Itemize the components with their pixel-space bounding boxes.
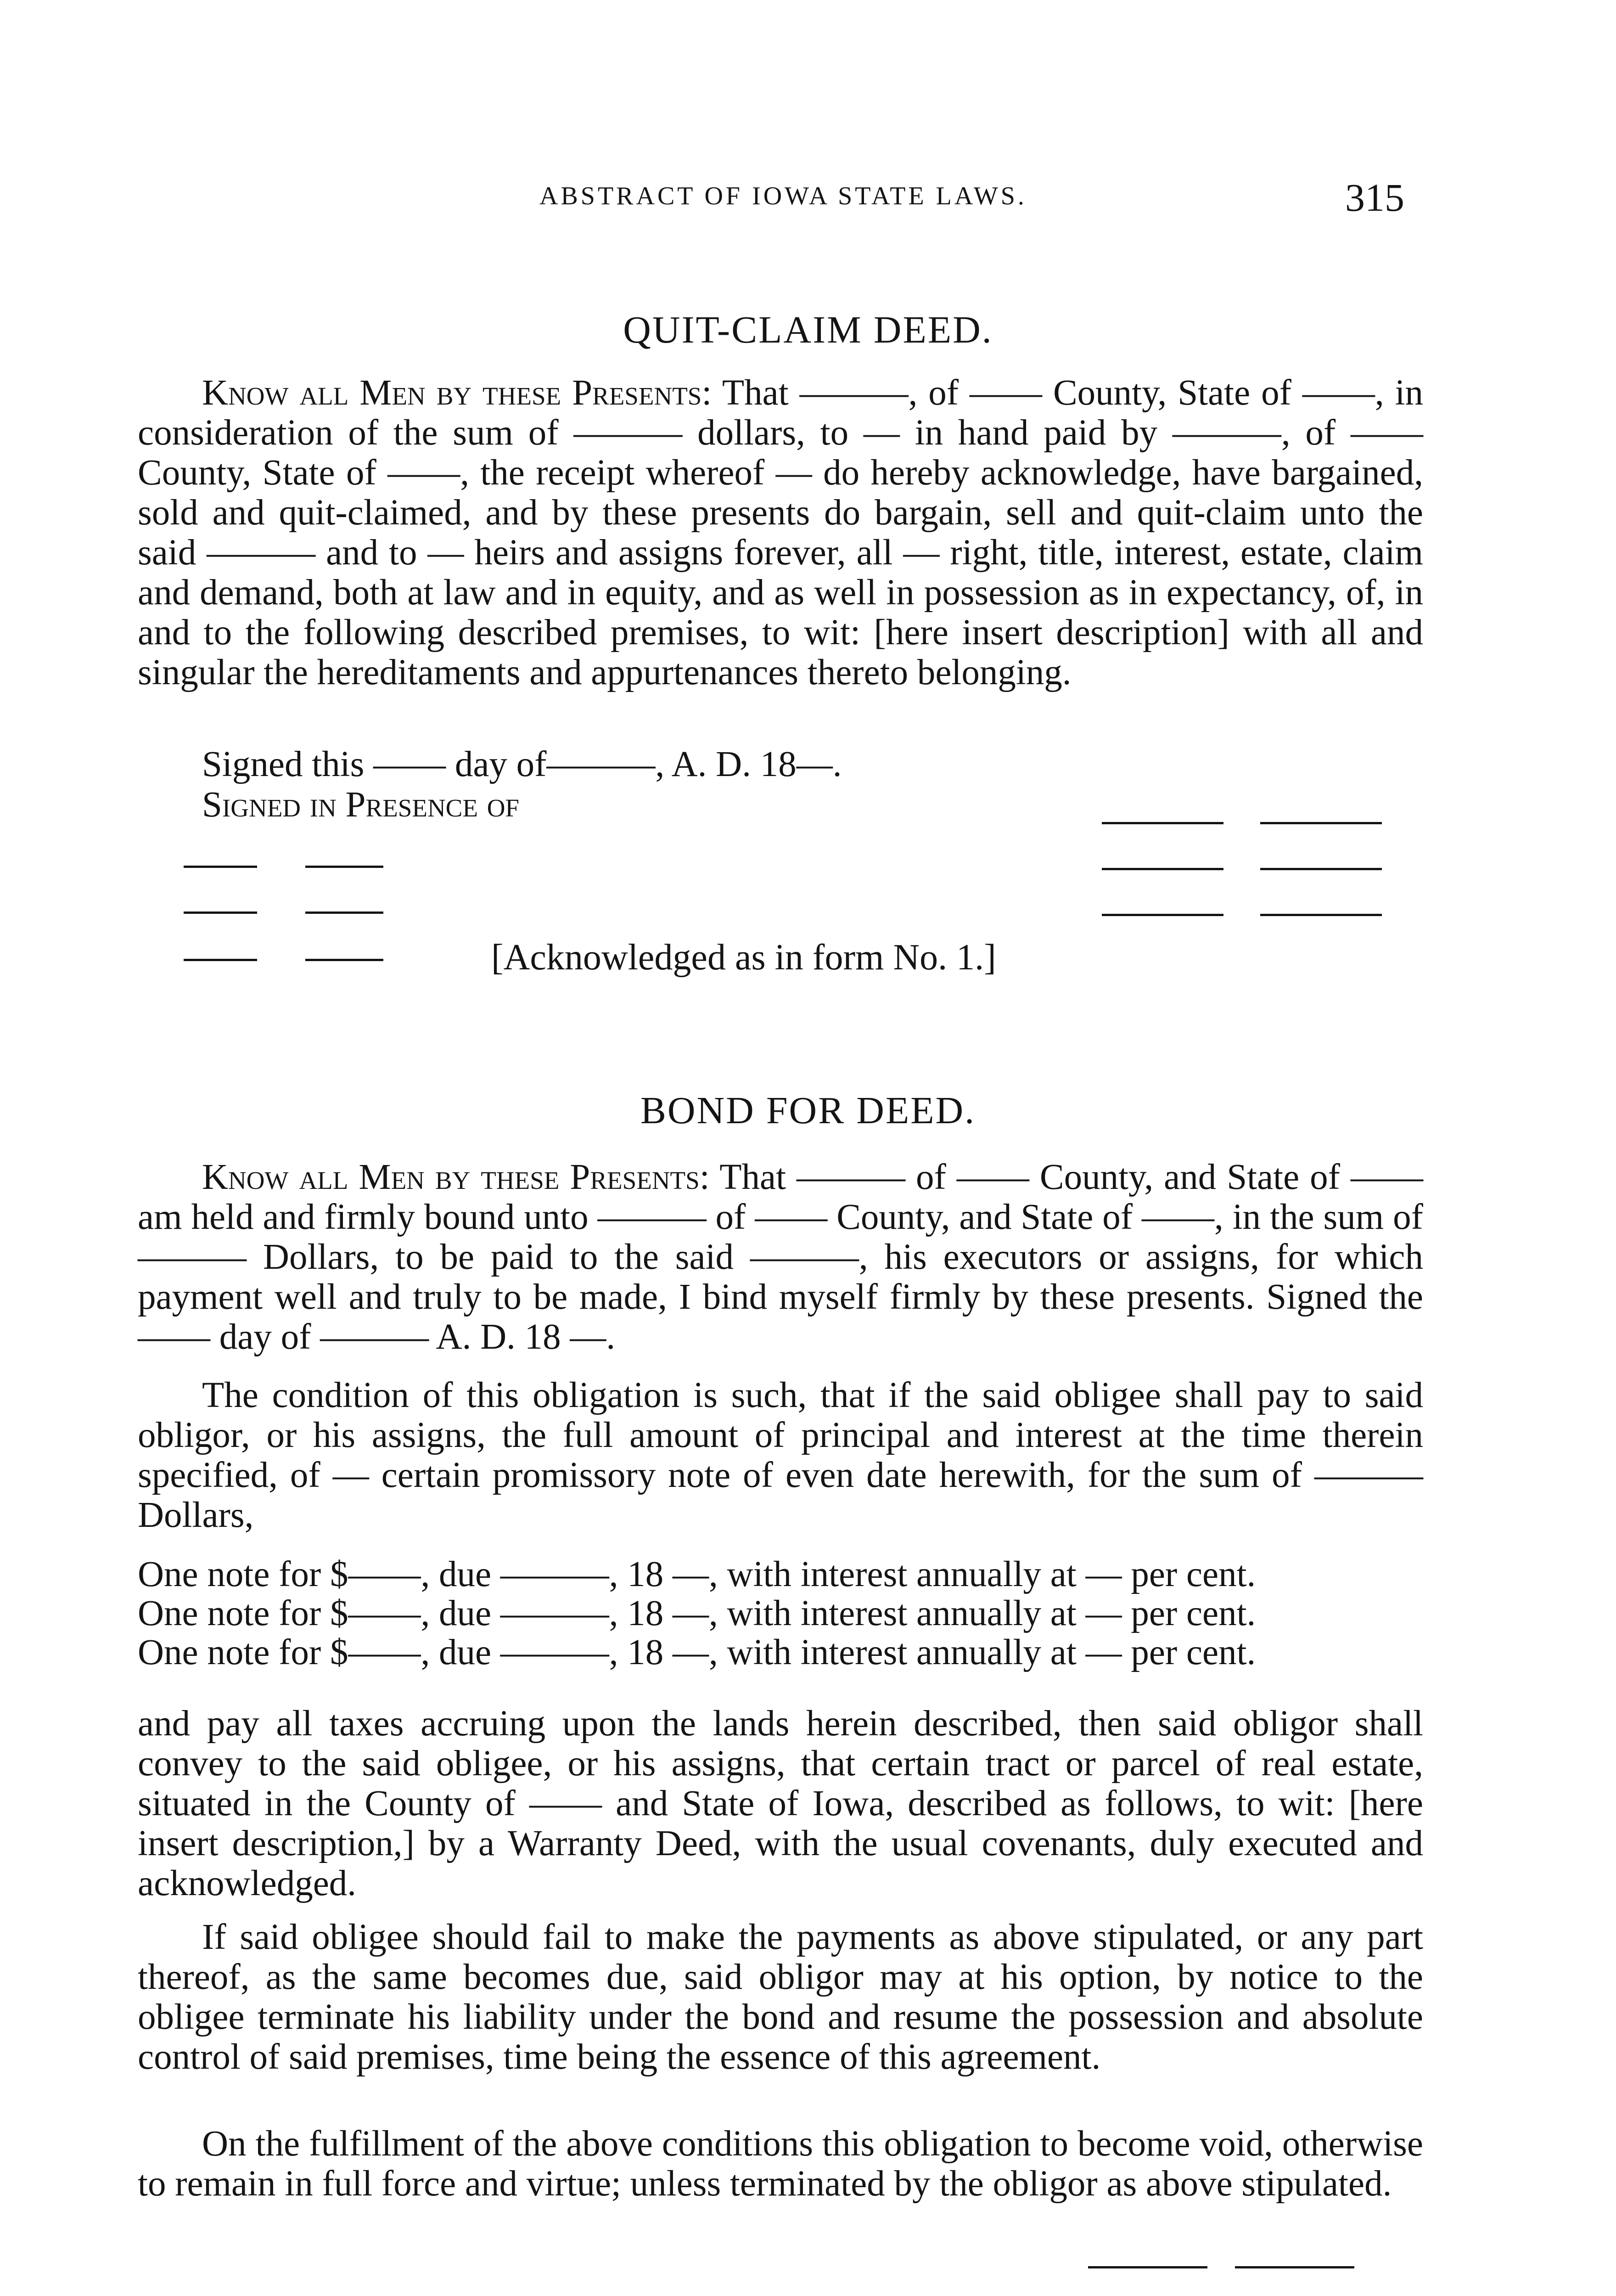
bond-lead: Know all Men by these Presents: [202, 1157, 710, 1197]
note-row: One note for $——, due ———, 18 —, with interest annually at — per cent. [138, 1554, 1256, 1594]
bond-fail: If said obligee should fail to make the payments as above stipulated, or any part thereof, as the same becomes due, said obligor may at his option, by notice to the obligee terminate his liability under the bond and resume the possession and absolute control of said premises, time being the essence of this agreement. [138, 1917, 1423, 2077]
witness-line [305, 866, 383, 868]
witness-line [184, 912, 257, 914]
witness-line [184, 959, 257, 961]
bond-fulfillment: On the fulfillment of the above conditions this obligation to become void, otherwise to remain in full force and virtue; unless terminated by the obligor as above stipulated. [138, 2124, 1423, 2204]
quit-claim-text: That ———, of —— County, State of ——, in consideration of the sum of ——— dollars, to — in hand paid by ———, of —— County, State of ——, the receipt whereof — do hereby acknowledge, have bargained, sold and quit-claimed, and by these presents do bargain, sell and quit-claim unto the said ——— and to — heirs and assigns forever, all — right, title, interest, estate, claim and demand, both at law and in equity, and as well in possession as in expectancy, of, in and to the following described premises, to wit: [here insert description] with all and singular the hereditaments and appurtenances thereto belonging. [138, 373, 1423, 692]
signed-in-presence: Signed in Presence of [202, 785, 519, 825]
bond-taxes: and pay all taxes accruing upon the lands herein described, then said obligor shall convey to the said obligee, or his assigns, that certain tract or parcel of real estate, situated in the County of —— and State of Iowa, described as follows, to wit: [here insert description,] by a Warranty Deed, with the usual covenants, duly executed and acknowledged. [138, 1704, 1423, 1903]
quit-claim-acknowledged: [Acknowledged as in form No. 1.] [491, 937, 996, 978]
note-row: One note for $——, due ———, 18 —, with interest annually at — per cent. [138, 1593, 1256, 1633]
witness-line [305, 959, 383, 961]
quit-claim-body [138, 373, 1423, 692]
signature-line [1260, 868, 1382, 870]
bond-title: BOND FOR DEED. [640, 1089, 976, 1132]
signature-line [1102, 868, 1223, 870]
bond-text: That ——— of —— County, and State of —— am held and firmly bound unto ——— of —— County, and State of ——, in the sum of ——— Dollars, to be paid to the said ———, his executors or assigns, for which payment well and truly to be made, I bind myself firmly by these presents. Signed the —— day of ——— A. D. 18 —. [138, 1157, 1423, 1357]
quit-claim-signed-line: Signed this —— day of———, A. D. 18—. [202, 744, 842, 784]
signature-line [1102, 914, 1223, 916]
page-number: 315 [1345, 175, 1404, 219]
witness-line [305, 912, 383, 914]
bond-condition: The condition of this obligation is such, that if the said obligee shall pay to said obligor, or his assigns, the full amount of principal and interest at the time therein specified, of — certain promissory note of even date herewith, for the sum of ——— Dollars, [138, 1375, 1423, 1535]
signature-line [1102, 822, 1223, 824]
signature-line [1260, 914, 1382, 916]
signature-line [1235, 2266, 1354, 2268]
quit-claim-title: QUIT-CLAIM DEED. [623, 309, 993, 351]
bond-body [138, 1157, 1423, 1357]
note-row: One note for $——, due ———, 18 —, with interest annually at — per cent. [138, 1632, 1256, 1672]
signature-line [1260, 822, 1382, 824]
witness-line [184, 866, 257, 868]
signature-line [1088, 2266, 1207, 2268]
running-header: ABSTRACT OF IOWA STATE LAWS. [539, 182, 1027, 210]
quit-claim-lead: Know all Men by these Presents: [202, 373, 712, 413]
